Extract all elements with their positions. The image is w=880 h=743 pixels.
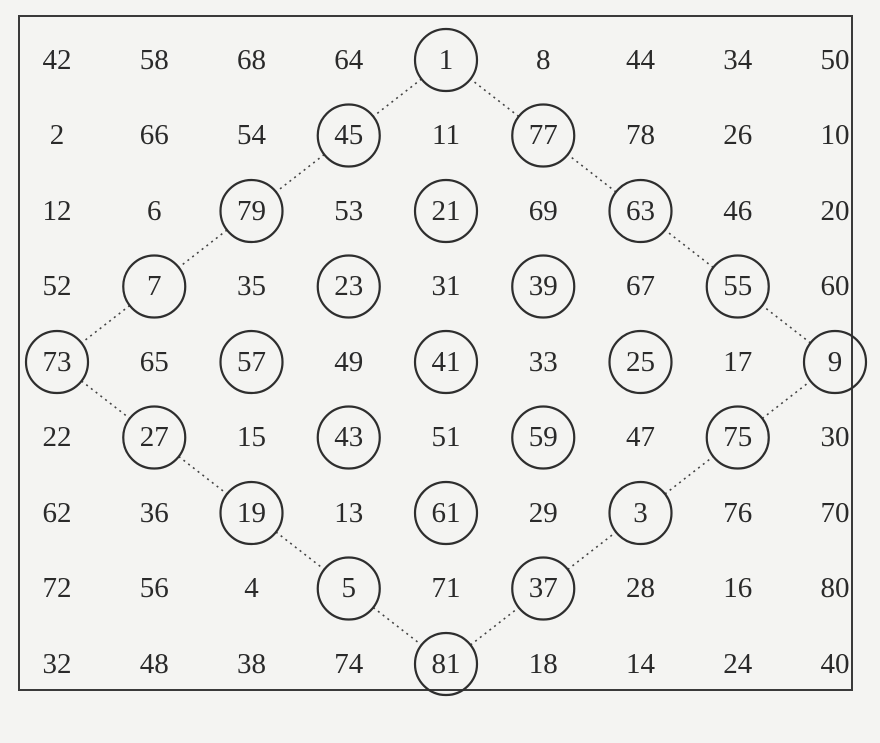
grid-cell: 14 bbox=[626, 647, 655, 680]
grid-cell: 45 bbox=[334, 119, 364, 151]
grid-cell: 56 bbox=[139, 572, 169, 604]
grid-cell: 69 bbox=[528, 194, 558, 227]
grid-cell: 28 bbox=[626, 572, 655, 604]
grid-cell: 31 bbox=[431, 270, 461, 302]
grid-cell: 68 bbox=[237, 43, 266, 76]
grid-cell: 72 bbox=[42, 572, 72, 604]
grid-cell: 30 bbox=[820, 421, 850, 453]
grid-cell: 20 bbox=[820, 194, 850, 227]
grid-cell: 37 bbox=[528, 572, 558, 604]
grid-cell: 40 bbox=[820, 647, 850, 680]
grid-cell: 33 bbox=[528, 345, 558, 378]
grid-cell: 76 bbox=[723, 496, 753, 529]
grid-cell: 49 bbox=[334, 345, 364, 378]
grid-cell: 8 bbox=[536, 43, 551, 76]
grid-cell: 80 bbox=[820, 572, 850, 604]
grid-cell: 38 bbox=[237, 647, 266, 680]
grid-cell: 34 bbox=[723, 43, 753, 76]
grid-cell: 4 bbox=[244, 572, 259, 604]
grid-cell: 35 bbox=[237, 270, 266, 302]
grid-cell: 63 bbox=[626, 194, 655, 227]
grid-cell: 43 bbox=[334, 421, 364, 453]
grid-cell: 77 bbox=[528, 119, 558, 151]
grid-cell: 53 bbox=[334, 194, 364, 227]
grid-cell: 1 bbox=[438, 43, 454, 76]
grid-cell: 29 bbox=[528, 496, 558, 529]
grid-cell: 66 bbox=[139, 119, 169, 151]
grid-cell: 19 bbox=[237, 496, 266, 529]
grid-cell: 57 bbox=[237, 345, 266, 378]
grid-cell: 36 bbox=[139, 496, 169, 529]
grid-cell: 16 bbox=[723, 572, 753, 604]
grid-cell: 54 bbox=[237, 119, 266, 151]
grid-cell: 41 bbox=[431, 345, 461, 378]
grid-cell: 9 bbox=[827, 345, 843, 378]
grid-cell: 42 bbox=[42, 43, 72, 76]
grid-cell: 64 bbox=[334, 43, 364, 76]
grid-cell: 65 bbox=[139, 345, 169, 378]
grid-cell: 46 bbox=[723, 194, 753, 227]
grid-cell: 23 bbox=[334, 270, 364, 302]
grid-cell: 75 bbox=[723, 421, 753, 453]
grid-cell: 12 bbox=[42, 194, 72, 227]
grid-cell: 50 bbox=[820, 43, 850, 76]
grid-cell: 48 bbox=[139, 647, 169, 680]
grid-cell: 47 bbox=[626, 421, 655, 453]
grid-cell: 25 bbox=[626, 345, 655, 378]
grid-cell: 73 bbox=[42, 345, 72, 378]
grid-cell: 44 bbox=[626, 43, 655, 76]
grid-cell: 59 bbox=[528, 421, 558, 453]
grid-cell: 60 bbox=[820, 270, 850, 302]
grid-cell: 24 bbox=[723, 647, 753, 680]
grid-cell: 81 bbox=[431, 647, 461, 680]
grid-cell: 22 bbox=[42, 421, 72, 453]
grid-cell: 26 bbox=[723, 119, 753, 151]
grid-cell: 70 bbox=[820, 496, 850, 529]
grid-cell: 61 bbox=[431, 496, 461, 529]
grid-cell: 39 bbox=[528, 270, 558, 302]
grid-cell: 71 bbox=[431, 572, 461, 604]
grid-cell: 17 bbox=[723, 345, 753, 378]
grid-cell: 62 bbox=[42, 496, 72, 529]
grid-cell: 78 bbox=[626, 119, 655, 151]
grid-cell: 13 bbox=[334, 496, 364, 529]
grid-cell: 58 bbox=[139, 43, 169, 76]
grid-cell: 67 bbox=[626, 270, 655, 302]
grid-cell: 15 bbox=[237, 421, 266, 453]
grid-cell: 51 bbox=[431, 421, 461, 453]
grid-cell: 11 bbox=[432, 119, 460, 151]
grid-cell: 79 bbox=[237, 194, 266, 227]
grid-cell: 3 bbox=[633, 496, 648, 529]
grid-cell: 32 bbox=[42, 647, 72, 680]
grid-cell: 18 bbox=[528, 647, 558, 680]
grid-cell: 74 bbox=[334, 647, 364, 680]
grid-cell: 6 bbox=[147, 194, 162, 227]
grid-cell: 52 bbox=[42, 270, 72, 302]
grid-cell: 55 bbox=[723, 270, 753, 302]
grid-cell: 7 bbox=[147, 270, 162, 302]
grid-cell: 5 bbox=[341, 572, 356, 604]
grid-cell: 21 bbox=[431, 194, 461, 227]
grid-cell: 10 bbox=[820, 119, 850, 151]
grid-cell: 2 bbox=[49, 119, 65, 151]
grid-cell: 27 bbox=[139, 421, 169, 453]
